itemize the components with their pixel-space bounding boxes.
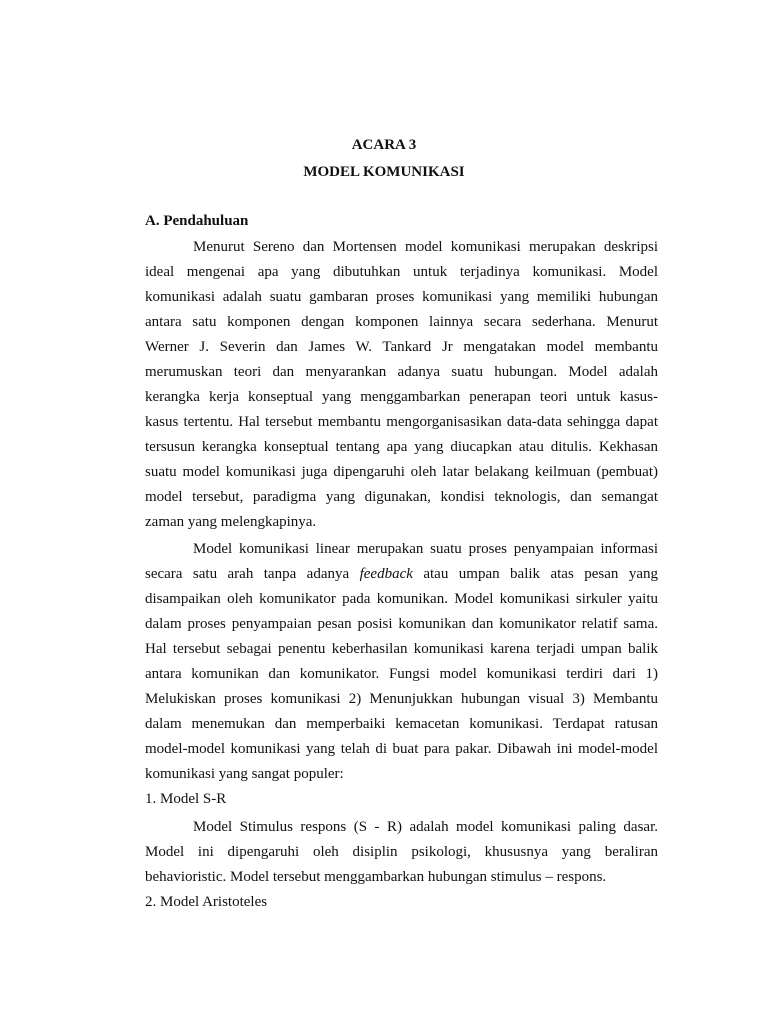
paragraph-line: Model Stimulus respons (S - R) adalah model komunikasi paling dasar.	[193, 819, 658, 835]
paragraph-line: Werner J. Severin dan James W. Tankard Jr mengatakan model membantu	[145, 339, 658, 355]
paragraph-line: ideal mengenai apa yang dibutuhkan untuk terjadinya komunikasi. Model	[145, 264, 658, 280]
paragraph-line: antara komunikan dan komunikator. Fungsi model komunikasi terdiri dari 1)	[145, 666, 658, 682]
paragraph-line: antara satu komponen dengan komponen lainnya secara sederhana. Menurut	[145, 314, 658, 330]
paragraph-line: tersusun kerangka konseptual tentang apa yang diucapkan atau ditulis. Kekhasan	[145, 439, 658, 455]
italic-term: feedback	[359, 566, 413, 582]
paragraph-line: kerangka kerja konseptual yang menggambarkan penerapan teori untuk kasus-	[145, 389, 658, 405]
paragraph-line: disampaikan oleh komunikator pada komunikan. Model komunikasi sirkuler yaitu	[145, 591, 658, 607]
paragraph-line: Model ini dipengaruhi oleh disiplin psikologi, khususnya yang beraliran	[145, 844, 658, 860]
paragraph-line: Menurut Sereno dan Mortensen model komunikasi merupakan deskripsi	[193, 239, 658, 255]
list-item-heading: 2. Model Aristoteles	[145, 894, 268, 910]
text-segment: atau umpan balik atas pesan yang	[412, 566, 658, 582]
paragraph-line: zaman yang melengkapinya.	[145, 514, 317, 530]
paragraph-line: dalam proses penyampaian pesan posisi komunikan dan komunikator relatif sama.	[145, 616, 658, 632]
paragraph-line: Melukiskan proses komunikasi 2) Menunjukkan hubungan visual 3) Membantu	[145, 691, 658, 707]
paragraph-line: merumuskan teori dan menyarankan adanya suatu hubungan. Model adalah	[145, 364, 658, 380]
paragraph-line: model tersebut, paradigma yang digunakan, kondisi teknologis, dan semangat	[145, 489, 658, 505]
paragraph-line: behavioristic. Model tersebut menggambarkan hubungan stimulus – respons.	[145, 869, 607, 885]
text-segment: secara satu arah tanpa adanya	[145, 566, 360, 582]
paragraph-line: dalam menemukan dan memperbaiki kemacetan komunikasi. Terdapat ratusan	[145, 716, 658, 732]
paragraph-line: komunikasi adalah suatu gambaran proses komunikasi yang memiliki hubungan	[145, 289, 658, 305]
section-heading: A. Pendahuluan	[145, 213, 249, 229]
paragraph-line: Hal tersebut sebagai penentu keberhasilan komunikasi karena terjadi umpan balik	[145, 641, 658, 657]
page-title: ACARA 3	[351, 137, 417, 153]
paragraph-line: model-model komunikasi yang telah di buat para pakar. Dibawah ini model-model	[145, 741, 658, 757]
list-item-heading: 1. Model S-R	[145, 791, 227, 807]
paragraph-line: kasus tertentu. Hal tersebut membantu mengorganisasikan data-data sehingga dapat	[145, 414, 658, 430]
paragraph-line: Model komunikasi linear merupakan suatu proses penyampaian informasi	[193, 541, 658, 557]
paragraph-line	[145, 565, 658, 583]
paragraph-line: komunikasi yang sangat populer:	[145, 766, 344, 782]
paragraph-line: suatu model komunikasi juga dipengaruhi oleh latar belakang keilmuan (pembuat)	[145, 464, 658, 480]
page-subtitle: MODEL KOMUNIKASI	[303, 164, 465, 180]
